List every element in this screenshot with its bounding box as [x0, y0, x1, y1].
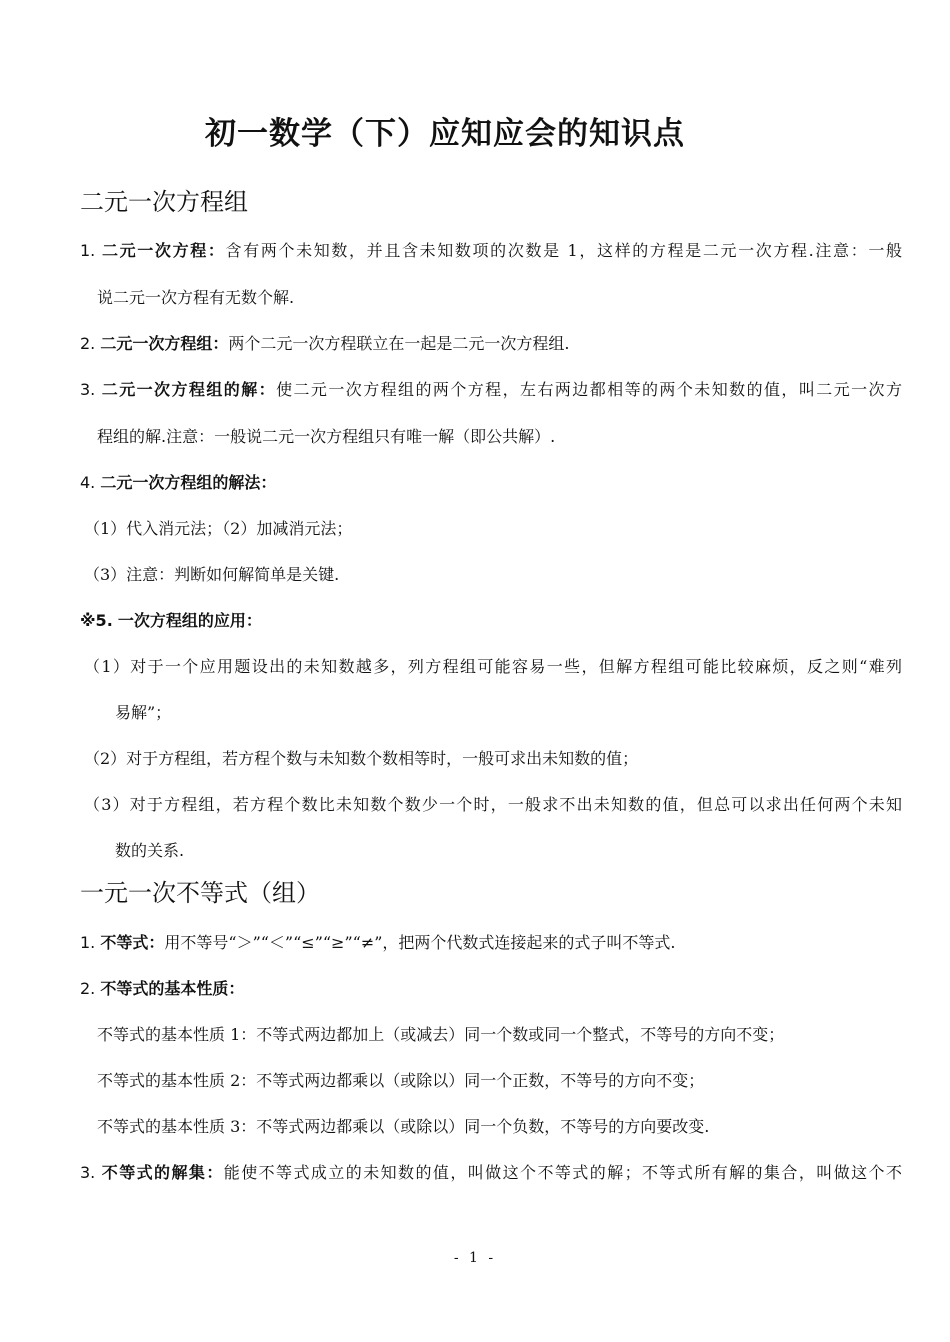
item-1-1-cont: 说二元一次方程有无数个解.	[97, 288, 295, 307]
item-1-4-sub-2: （3）注意：判断如何解简单是关键.	[84, 565, 340, 584]
section-heading-inequalities: 一元一次不等式（组）	[80, 879, 320, 907]
page-title: 初一数学（下）应知应会的知识点	[205, 116, 685, 152]
item-2-3: 3. 不等式的解集：能使不等式成立的未知数的值，叫做这个不等式的解；不等式所有解的集合，叫做这个不	[80, 1163, 902, 1182]
item-1-5-sub-3-cont: 数的关系.	[115, 841, 185, 860]
item-1-3: 3. 二元一次方程组的解：使二元一次方程组的两个方程，左右两边都相等的两个未知数的值，叫二元一次方	[80, 380, 902, 399]
item-1-5-sub-1: （1）对于一个应用题设出的未知数越多，列方程组可能容易一些，但解方程组可能比较麻烦，反之则“难列	[84, 657, 902, 676]
item-1-5: ※5. 一次方程组的应用：	[80, 611, 262, 630]
item-1-5-sub-2: （2）对于方程组，若方程个数与未知数个数相等时，一般可求出未知数的值；	[84, 749, 639, 768]
item-1-1: 1. 二元一次方程：含有两个未知数，并且含未知数项的次数是 1，这样的方程是二元一次方程.注意：一般	[80, 241, 902, 260]
item-1-5-sub-1-cont: 易解”；	[115, 703, 172, 722]
item-1-3-cont: 程组的解.注意：一般说二元一次方程组只有唯一解（即公共解）.	[97, 427, 556, 446]
section-heading-linear-equations: 二元一次方程组	[80, 188, 248, 216]
item-2-2-sub-2: 不等式的基本性质 2：不等式两边都乘以（或除以）同一个正数，不等号的方向不变；	[97, 1071, 705, 1090]
item-1-5-sub-3: （3）对于方程组，若方程个数比未知数个数少一个时，一般求不出未知数的值，但总可以求出任何两个未知	[84, 795, 902, 814]
item-1-2: 2. 二元一次方程组：两个二元一次方程联立在一起是二元一次方程组.	[80, 334, 570, 353]
item-1-4: 4. 二元一次方程组的解法：	[80, 473, 277, 492]
item-2-2-sub-1: 不等式的基本性质 1：不等式两边都加上（或减去）同一个数或同一个整式，不等号的方向不变；	[97, 1025, 785, 1044]
page-number: - 1 -	[453, 1250, 497, 1266]
item-2-2-sub-3: 不等式的基本性质 3：不等式两边都乘以（或除以）同一个负数，不等号的方向要改变.	[97, 1117, 710, 1136]
item-2-1: 1. 不等式：用不等号“＞”“＜”“≤”“≥”“≠”，把两个代数式连接起来的式子叫不等式.	[80, 933, 676, 952]
item-2-2: 2. 不等式的基本性质：	[80, 979, 245, 998]
item-1-4-sub-1: （1）代入消元法；（2）加减消元法；	[84, 519, 353, 538]
